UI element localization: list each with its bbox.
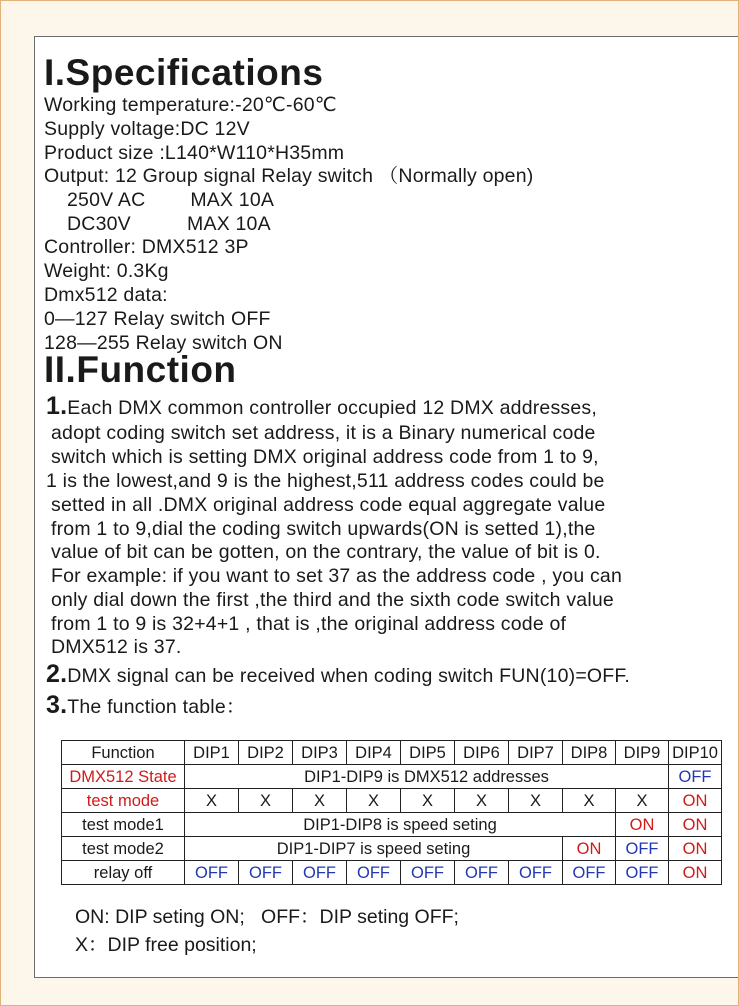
spec-line-on-range: 128—255 Relay switch ON xyxy=(44,332,283,354)
dip9-cell: ON xyxy=(616,813,669,837)
row-label: relay off xyxy=(62,861,185,885)
item-1-line-8: For example: if you want to set 37 as the address code , you can xyxy=(51,565,623,587)
item-1-line-9: only dial down the first ,the third and the sixth code switch value xyxy=(51,589,614,611)
dip10-cell: ON xyxy=(669,837,722,861)
dip-cell: X xyxy=(563,789,616,813)
dip-cell: X xyxy=(401,789,455,813)
table-row-relay-off xyxy=(62,861,722,885)
dip-cell: X xyxy=(455,789,509,813)
header-dip3: DIP3 xyxy=(293,741,347,765)
spec-line-size: Product size :L140*W110*H35mm xyxy=(44,142,345,164)
legend-x: X：DIP free position; xyxy=(75,934,257,956)
dip-cell: OFF xyxy=(293,861,347,885)
header-dip1: DIP1 xyxy=(185,741,239,765)
dip-cell: OFF xyxy=(509,861,563,885)
header-dip8: DIP8 xyxy=(563,741,616,765)
table-row-dmx512-state xyxy=(62,765,722,789)
header-dip7: DIP7 xyxy=(509,741,563,765)
dip-cell: OFF xyxy=(401,861,455,885)
dip10-cell: ON xyxy=(669,813,722,837)
row-label: test mode1 xyxy=(62,813,185,837)
function-item-3 xyxy=(46,693,246,719)
specifications-heading: I.Specifications xyxy=(44,52,324,93)
item-1-line-5: setted in all .DMX original address code equal aggregate value xyxy=(51,494,606,516)
item-3-text: The function table： xyxy=(67,696,246,718)
dip-cell: X xyxy=(347,789,401,813)
row-label: DMX512 State xyxy=(62,765,185,789)
item-2-number: 2. xyxy=(46,660,68,688)
spec-line-dc: DC30V MAX 10A xyxy=(67,213,271,235)
item-1-line-7: value of bit can be gotten, on the contrary, the value of bit is 0. xyxy=(51,541,601,563)
dip-cell: X xyxy=(616,789,669,813)
dip-cell: X xyxy=(293,789,347,813)
dip-cell: X xyxy=(185,789,239,813)
table-row-test-mode xyxy=(62,789,722,813)
dip10-cell: ON xyxy=(669,789,722,813)
dip8-cell: ON xyxy=(563,837,616,861)
legend-on-off: ON: DIP seting ON; OFF：DIP seting OFF; xyxy=(75,906,459,928)
table-row-test-mode1 xyxy=(62,813,722,837)
spec-line-temperature: Working temperature:-20℃-60℃ xyxy=(44,94,337,116)
span-cell: DIP1-DIP7 is speed seting xyxy=(185,837,563,861)
table-header-row xyxy=(62,741,722,765)
dip-cell: OFF xyxy=(563,861,616,885)
spec-line-dmx-data: Dmx512 data: xyxy=(44,284,168,306)
dip-cell: OFF xyxy=(455,861,509,885)
dip-cell: X xyxy=(239,789,293,813)
dip9-cell: OFF xyxy=(616,837,669,861)
spec-line-output: Output: 12 Group signal Relay switch （Normally open) xyxy=(44,165,534,187)
item-1-text: Each DMX common controller occupied 12 DMX addresses, xyxy=(67,397,597,419)
dip-cell: OFF xyxy=(185,861,239,885)
spec-line-off-range: 0—127 Relay switch OFF xyxy=(44,308,271,330)
item-1-line-2: adopt coding switch set address, it is a Binary numerical code xyxy=(51,422,596,444)
dip-cell: OFF xyxy=(616,861,669,885)
item-2-text: DMX signal can be received when coding switch FUN(10)=OFF. xyxy=(67,665,630,687)
header-dip10: DIP10 xyxy=(669,741,722,765)
span-cell: DIP1-DIP9 is DMX512 addresses xyxy=(185,765,669,789)
item-1-line-10: from 1 to 9 is 32+4+1 , that is ,the original address code of xyxy=(51,613,567,635)
function-heading: II.Function xyxy=(44,349,237,390)
table-row-test-mode2 xyxy=(62,837,722,861)
row-label: test mode2 xyxy=(62,837,185,861)
spec-line-voltage: Supply voltage:DC 12V xyxy=(44,118,250,140)
spec-line-ac: 250V AC MAX 10A xyxy=(67,189,275,211)
spec-line-controller: Controller: DMX512 3P xyxy=(44,236,249,258)
dip-cell: X xyxy=(509,789,563,813)
dip-cell: OFF xyxy=(239,861,293,885)
header-dip9: DIP9 xyxy=(616,741,669,765)
function-table xyxy=(61,740,722,885)
span-cell: DIP1-DIP8 is speed seting xyxy=(185,813,616,837)
row-label: test mode xyxy=(62,789,185,813)
header-dip6: DIP6 xyxy=(455,741,509,765)
header-dip5: DIP5 xyxy=(401,741,455,765)
item-1-number: 1. xyxy=(46,392,68,420)
header-dip2: DIP2 xyxy=(239,741,293,765)
header-dip4: DIP4 xyxy=(347,741,401,765)
spec-line-weight: Weight: 0.3Kg xyxy=(44,260,169,282)
dip10-cell: ON xyxy=(669,861,722,885)
item-1-line-4: 1 is the lowest,and 9 is the highest,511 address codes could be xyxy=(46,470,605,492)
item-1-line-11: DMX512 is 37. xyxy=(51,636,182,658)
dip10-cell: OFF xyxy=(669,765,722,789)
header-function: Function xyxy=(62,741,185,765)
dip-cell: OFF xyxy=(347,861,401,885)
function-item-2 xyxy=(46,662,630,688)
item-3-number: 3. xyxy=(46,691,68,719)
item-1-line-3: switch which is setting DMX original address code from 1 to 9, xyxy=(51,446,599,468)
item-1-line-6: from 1 to 9,dial the coding switch upwards(ON is setted 1),the xyxy=(51,518,596,540)
function-item-1-line xyxy=(46,394,597,420)
